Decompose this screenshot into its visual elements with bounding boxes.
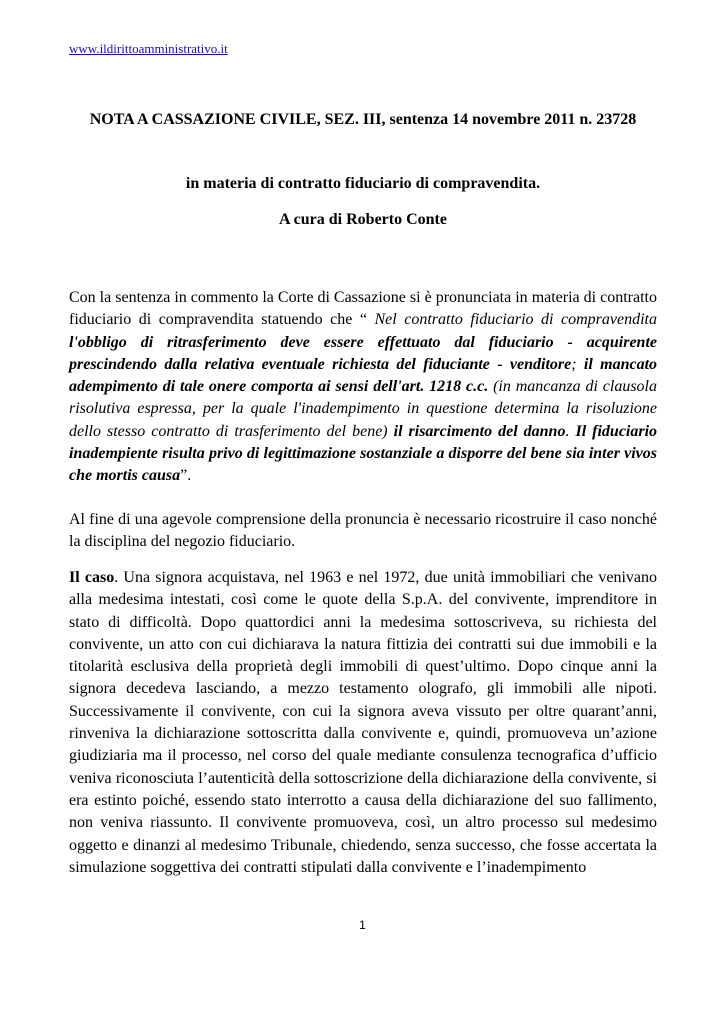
quote-bold-italic: l'obbligo di ritrasferimento deve essere effettuato dal fiduciario - acquirente prescindendo dalla relativa eventuale richiesta del fiduciante - venditore	[69, 333, 657, 373]
quote-bold-italic-4: Il fiduciario inadempiente risulta privo di legittimazione sostanziale a disporre del bene sia inter vivos che mortis causa	[69, 422, 658, 485]
document-author: A cura di Roberto Conte	[279, 211, 447, 228]
quote-bold-italic-2: il mancato adempimento di tale onere comporta ai sensi dell'art. 1218 c.c.	[69, 355, 658, 396]
paragraph-intro	[69, 287, 657, 488]
document-title: NOTA A CASSAZIONE CIVILE, SEZ. III, sentenza 14 novembre 2011 n. 23728	[89, 111, 637, 128]
case-heading: Il caso	[69, 569, 115, 586]
quote-separator: ;	[571, 355, 584, 373]
quote-close: ”.	[180, 467, 192, 485]
paragraph-purpose: Al fine di una agevole comprensione della pronuncia è necessario ricostruire il caso nonché la disciplina del negozio fiduciario.	[69, 511, 657, 551]
quote-italic-parenthetical: (in mancanza di clausola risolutiva espressa, per la quale l'inadempimento in questione determina la risoluzione dello stesso contratto di trasferimento del bene)	[69, 378, 657, 440]
page-number: 1	[359, 918, 366, 932]
quote-bold-italic-3: il risarcimento del danno	[393, 422, 566, 440]
quote-period: .	[565, 422, 576, 440]
intro-text: Con la sentenza in commento la Corte di Cassazione si è pronunciata in materia di contratto fiduciario di compravendita statuendo che “	[69, 289, 657, 329]
document-subtitle: in materia di contratto fiduciario di compravendita.	[185, 175, 541, 192]
paragraph-case	[69, 567, 657, 879]
case-text: . Una signora acquistava, nel 1963 e nel 1972, due unità immobiliari che venivano alla medesima intestati, così come le quote della S.p.A. del convivente, imprenditore in stato di difficoltà. Dopo quattordici anni la medesima sottoscriveva, su richiesta del convivente, un atto con cui dichiarava la natura fittizia dei contratti sui due immobili e la titolarità esclusiva della proprietà degli immobili di quest’ultimo. Dopo cinque anni la signora decedeva lasciando, a mezzo testamento olografo, gli immobili alle nipoti. Successivamente il convivente, con cui la signora aveva vissuto per oltre quarant’anni, rinveniva la dichiarazione sottoscritta dalla convivente e, quindi, promuoveva un’azione giudiziaria ma il processo, nel corso del quale mediante consulenza tecnografica d’ufficio veniva riconosciuta l’autenticità della sottoscrizione della dichiarazione della convivente, si era estinto poiché, essendo stato interrotto a causa della dichiarazione del suo fallimento, non veniva riassunto. Il convivente promuoveva, così, un altro processo sul medesimo oggetto e dinanzi al medesimo Tribunale, chiedendo, senza successo, che fosse accertata la simulazione soggettiva dei contratti stipulati dalla convivente e l’inadempimento	[69, 569, 658, 876]
header-website-link[interactable]: www.ildirittoamministrativo.it	[69, 41, 228, 56]
quote-italic: Nel contratto fiduciario di compravendita	[374, 311, 657, 329]
